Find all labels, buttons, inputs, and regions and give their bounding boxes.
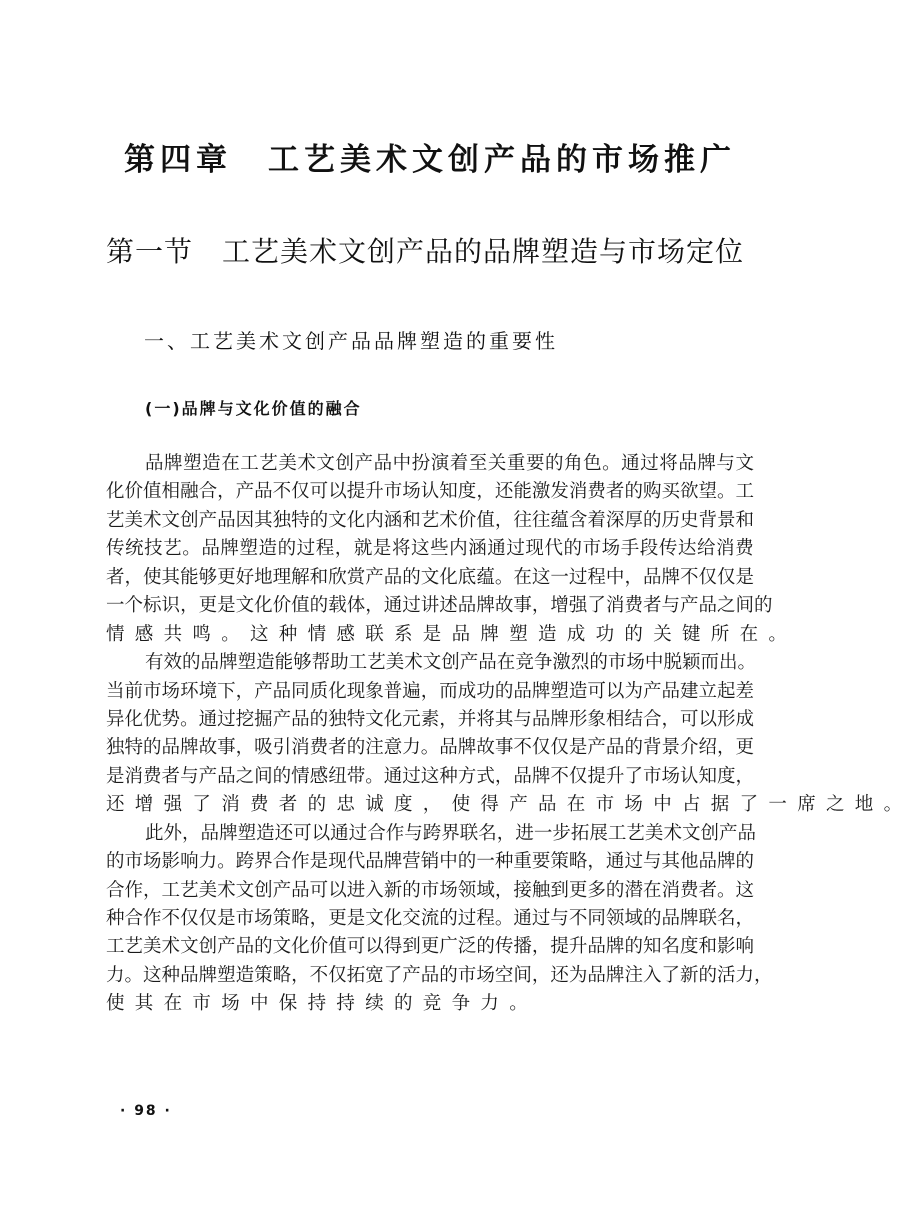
text-line: 种 合 作 不 仅 仅 是 市 场 策 略 ， 更 是 文 化 交 流 的 过 程 。 通 过 与 不 同 领 域 的 品 牌 联 名 ，	[106, 908, 755, 929]
text-line: 此 外 ， 品 牌 塑 造 还 可 以 通 过 合 作 与 跨 界 联 名 ， 进 一 步 拓 展 工 艺 美 术 文 创 产 品	[145, 822, 757, 844]
text-line: 一 个 标 识 ， 更 是 文 化 价 值 的 载 体 ， 通 过 讲 述 品 牌 故 事 ， 增 强 了 消 费 者 与 产 品 之 间 的	[106, 595, 773, 617]
text-line: 异 化 优 势 。 通 过 挖 掘 产 品 的 独 特 文 化 元 素 ， 并 将 其 与 品 牌 形 象 相 结 合 ， 可 以 形 成	[106, 708, 755, 730]
text-line: 是 消 费 者 与 产 品 之 间 的 情 感 纽 带 。 通 过 这 种 方 式 ， 品 牌 不 仅 提 升 了 市 场 认 知 度 ，	[106, 765, 755, 787]
chapter-title: 第四章 工艺美术文创产品的市场推广	[124, 142, 736, 178]
text-line: 化 价 值 相 融 合 ， 产 品 不 仅 可 以 提 升 市 场 认 知 度 ， 还 能 激 发 消 费 者 的 购 买 欲 望 。 工	[106, 481, 755, 503]
text-line: 当 前 市 场 环 境 下 ， 产 品 同 质 化 现 象 普 遍 ， 而 成 功 的 品 牌 塑 造 可 以 为 产 品 建 立 起 差	[106, 680, 755, 702]
page-number: · 98 ·	[120, 1103, 172, 1119]
text-line: 有 效 的 品 牌 塑 造 能 够 帮 助 工 艺 美 术 文 创 产 品 在 竞 争 激 烈 的 市 场 中 脱 颖 而 出 。	[145, 652, 757, 674]
section-title: 第一节 工艺美术文创产品的品牌塑造与市场定位	[106, 235, 745, 268]
subheading: 一、工艺美术文创产品品牌塑造的重要性	[144, 329, 558, 353]
text-line: 者 ， 使 其 能 够 更 好 地 理 解 和 欣 赏 产 品 的 文 化 底 蕴 。 在 这 一 过 程 中 ， 品 牌 不 仅 仅 是	[106, 566, 755, 588]
paragraph	[106, 820, 773, 1019]
text-line: 的 市 场 影 响 力 。 跨 界 合 作 是 现 代 品 牌 营 销 中 的 一 种 重 要 策 略 ， 通 过 与 其 他 品 牌 的	[106, 851, 755, 873]
text-line: 还增强了消费者的忠诚度，使得产品在市场中占据了一席之地。	[106, 794, 912, 816]
text-line: 传 统 技 艺 。 品 牌 塑 造 的 过 程 ， 就 是 将 这 些 内 涵 通 过 现 代 的 市 场 手 段 传 达 给 消 费	[106, 538, 754, 560]
text-line: 合 作 ， 工 艺 美 术 文 创 产 品 可 以 进 入 新 的 市 场 领 域 ， 接 触 到 更 多 的 潜 在 消 费 者 。 这	[106, 879, 755, 901]
text-line: 独 特 的 品 牌 故 事 ， 吸 引 消 费 者 的 注 意 力 。 品 牌 故 事 不 仅 仅 是 产 品 的 背 景 介 绍 ， 更	[106, 737, 755, 759]
subsubheading: (一)品牌与文化价值的融合	[145, 399, 362, 418]
text-line: 力 。 这 种 品 牌 塑 造 策 略 ， 不 仅 拓 宽 了 产 品 的 市 场 空 间 ， 还 为 品 牌 注 入 了 新 的 活 力 ，	[106, 964, 773, 986]
body-text	[106, 450, 912, 1019]
text-line: 工 艺 美 术 文 创 产 品 的 文 化 价 值 可 以 得 到 更 广 泛 的 传 播 ， 提 升 品 牌 的 知 名 度 和 影 响	[106, 936, 755, 958]
paragraph	[106, 649, 912, 820]
text-line: 品 牌 塑 造 在 工 艺 美 术 文 创 产 品 中 扮 演 着 至 关 重 要 的 角 色 。 通 过 将 品 牌 与 文	[145, 453, 754, 474]
text-line: 情感共鸣。这种情感联系是品牌塑造成功的关键所在。	[106, 623, 798, 645]
text-line: 使其在市场中保持持续的竞争力。	[106, 993, 539, 1015]
paragraph	[106, 450, 798, 649]
text-line: 艺 美 术 文 创 产 品 因 其 独 特 的 文 化 内 涵 和 艺 术 价 值 ， 往 往 蕴 含 着 深 厚 的 历 史 背 景 和	[106, 509, 755, 531]
